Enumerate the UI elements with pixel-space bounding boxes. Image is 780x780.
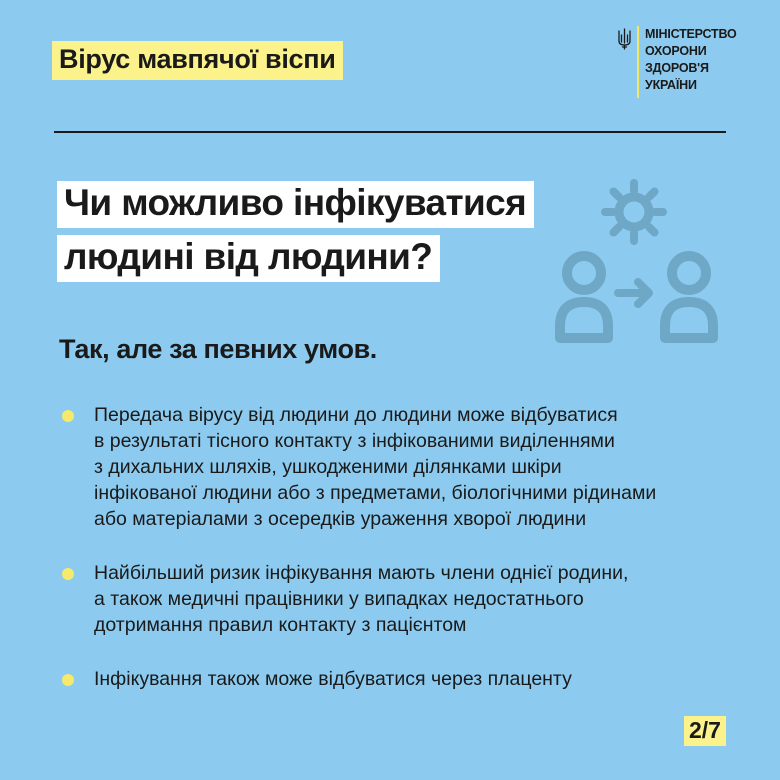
headline-line-1: Чи можливо інфікуватися <box>57 181 534 228</box>
person-icon <box>665 256 713 338</box>
arrow-right-icon <box>618 282 649 304</box>
logo-line: ЗДОРОВ'Я <box>645 61 709 75</box>
transmission-illustration <box>552 178 727 348</box>
bullet-line: Передача вірусу від людини до людини може відбуватися <box>94 404 618 426</box>
headline-line-2: людині від людини? <box>57 235 440 282</box>
bullet-dot <box>62 674 74 686</box>
logo-text <box>645 26 737 94</box>
bullet-line: в результаті тісного контакту з інфікованими виділеннями <box>94 430 615 452</box>
bullet-line: Інфікування також може відбуватися через плаценту <box>94 668 572 690</box>
bullet-list <box>62 402 752 692</box>
bullet-line: з дихальних шляхів, ушкодженими ділянками шкіри <box>94 456 562 478</box>
bullet-line: або матеріалами з осередків ураження хворої людини <box>94 508 587 530</box>
trident-icon <box>617 28 632 50</box>
bullet-line: Найбільший ризик інфікування мають члени однієї родини, <box>94 562 629 584</box>
virus-icon <box>605 183 663 241</box>
list-item <box>62 402 752 532</box>
list-item <box>62 666 752 692</box>
list-item <box>62 560 752 638</box>
bullet-line: дотримання правил контакту з пацієнтом <box>94 614 467 636</box>
bullet-line: інфікованої людини або з предметами, біологічними рідинами <box>94 482 657 504</box>
logo-line: ОХОРОНИ <box>645 44 707 58</box>
headline <box>57 181 534 282</box>
logo-line: МІНІСТЕРСТВО <box>645 27 737 41</box>
answer-text: Так, але за певних умов. <box>59 334 377 364</box>
bullet-dot <box>62 568 74 580</box>
header-divider <box>54 131 726 133</box>
person-icon <box>560 256 608 338</box>
page-number: 2/7 <box>684 716 726 746</box>
bullet-line: а також медичні працівники у випадках недостатнього <box>94 588 584 610</box>
bullet-dot <box>62 410 74 422</box>
logo-divider <box>637 26 639 98</box>
ministry-logo <box>617 26 737 98</box>
topic-label: Вірус мавпячої віспи <box>52 41 343 80</box>
logo-line: УКРАЇНИ <box>645 78 697 92</box>
